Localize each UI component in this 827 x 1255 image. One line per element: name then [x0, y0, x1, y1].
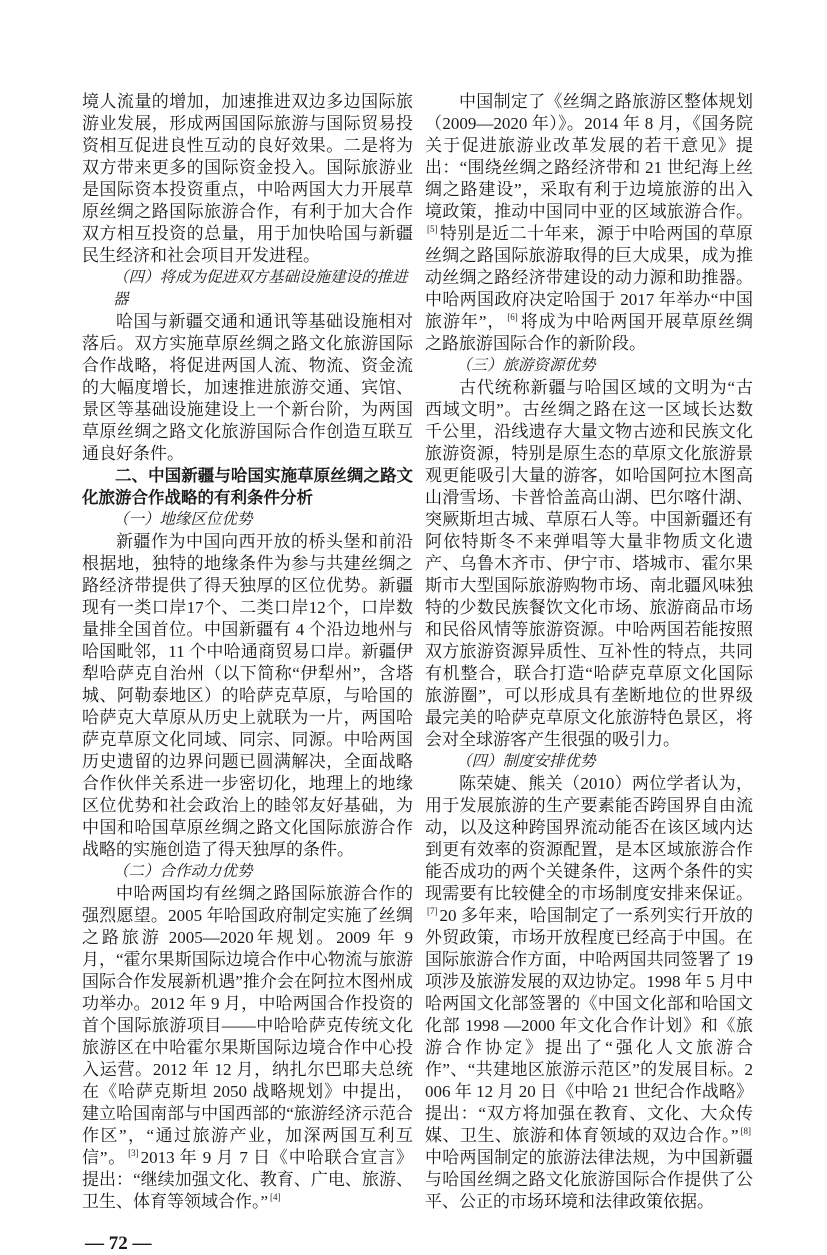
text-line: 国际边境合作中心投入运营。2012 年 12 月，纳扎尔巴 — [82, 1038, 414, 1079]
subsection-heading — [82, 861, 413, 883]
text-line: 纪海上丝绸之路建设”，采取有利于边境旅游的出入境政 — [425, 158, 754, 221]
paragraph — [82, 91, 413, 267]
left-column — [82, 91, 413, 1255]
text-segment: 20 多年来， — [439, 906, 530, 925]
paragraph — [425, 773, 753, 1213]
text-line: 古丝绸之路在这一区域长达数千公里，沿线遗存大量文 — [425, 400, 754, 441]
text-line: 中哈两国均有丝绸之路国际旅游合作的强烈愿望。 — [82, 884, 413, 925]
text-line: 耶夫总统在《哈萨克斯坦 2050 战略规划》中提出，建立 — [82, 1060, 414, 1123]
text-line: 新疆作为中国向西开放的桥头堡和前沿根据地，独 — [82, 532, 413, 573]
text-line: 功举办。2012 年 9 月，中哈两国合作投资的首个国际旅 — [82, 994, 413, 1035]
text-line: 成两国国际旅游与国际贸易投资相互促进良性互动的良 — [82, 114, 414, 155]
text-line: 发展的若干意见》提出：“围绕丝绸之路经济带和 21 世 — [425, 136, 754, 177]
footnote-ref: [4] — [270, 1192, 281, 1203]
text-line: 物古迹和民族文化旅游资源，特别是原生态的草原文化 — [425, 422, 754, 463]
text-line: 中国制定了《丝绸之路旅游区整体规划（2009— — [425, 92, 753, 133]
text-line: 人流、物流、资金流的大幅度增长，加速推进旅游交通、宾 — [82, 356, 414, 397]
text-line: 2006 年 12 月 20 日《中哈 21 世纪合作战略》提出：“双 — [425, 1060, 753, 1123]
text-line: 哈联合宣言》提出：“继续加强文化、教育、广电、旅游、卫 — [82, 1148, 414, 1211]
text-line: 正的市场环境和法律政策依据。 — [476, 1192, 714, 1211]
subsection-heading — [425, 355, 753, 377]
text-line: 古代统称新疆与哈国区域的文明为“古西域文明”。 — [425, 378, 753, 419]
section-title — [82, 465, 413, 509]
text-line: 旅游景观更能吸引大量的游客，如哈国阿拉木图高山滑 — [425, 444, 754, 507]
text-line: 型国际旅游购物市场、南北疆风味独特的少数民族餐饮 — [425, 576, 754, 617]
text-line — [99, 1192, 283, 1211]
text-line: 战略的实施创造了得天独厚的条件。 — [82, 840, 354, 859]
text-line: 境人流量的增加，加速推进双边多边国际旅游业发展，形 — [82, 92, 413, 133]
text-line: 化人文旅游合作”、“共建地区旅游示范区”的发展目标。 — [425, 1038, 754, 1079]
text-line: 已经高于中国。在国际旅游合作方面，中哈两国共同签 — [425, 928, 754, 969]
text-segment: 旅游产业，加深两国互利互信”。 — [82, 1126, 414, 1167]
text-line: 流与旅游国际合作发展新机遇”推介会在阿拉木图州成 — [82, 950, 414, 991]
text-line: 厚的区位优势。新疆现有一类口岸17个、二类口岸12个， — [82, 576, 414, 617]
text-line: 有机整合，联合打造“哈萨克草原文化国际旅游圈”，可 — [425, 664, 753, 705]
text-segment: 中哈两国制定的旅游法律法规，为中国 — [425, 1148, 719, 1167]
text-line: 游的生产要素能否跨国界自由流动，以及这种跨国界流 — [425, 796, 754, 837]
text-line: 二、中国新疆与哈国实施草原丝绸之路文化旅游合 — [82, 466, 413, 507]
text-line: （三）旅游资源优势 — [456, 357, 596, 374]
text-line: 实施草原丝绸之路文化旅游国际合作战略，将促进两国 — [82, 334, 414, 375]
text-line: 旅游业是国际资本投资重点，中哈两国大力开展草原丝 — [82, 158, 414, 221]
text-line: 口岸数量排全国首位。中国新疆有 4 个沿边地州与哈国 — [82, 598, 414, 661]
text-segment: 生、体育等领域合作。” — [99, 1192, 269, 1211]
text-line: 新疆与哈国丝绸之路文化旅游国际合作提供了公平、公 — [425, 1148, 754, 1211]
text-line: 州（以下简称“伊犁州”，含塔城、阿勒泰地区）的哈萨 — [82, 664, 414, 705]
text-line: （一）地缘区位优势 — [113, 511, 253, 528]
text-line: 两国若能按照双方旅游资源异质性、互补性的特点，共同 — [425, 620, 754, 661]
text-line: 2000 年文化合作计划》和《旅游合作协定》提出了“强 — [425, 1016, 754, 1057]
text-line: 器。中哈两国政府决定哈国于 2017 年举办“中国旅游 — [425, 268, 754, 331]
text-line: 旅游特色景区，将会对全球游客产生很强的吸引力。 — [425, 708, 754, 749]
paragraph — [425, 377, 753, 751]
text-line: 好效果。二是将为双方带来更多的国际资金投入。国际 — [82, 136, 414, 177]
text-line: （二）合作动力优势 — [113, 863, 253, 880]
page-number: — 72 — — [85, 1233, 152, 1254]
text-line: 年来，源于中哈两国的草原丝绸之路国际旅游取得的巨 — [425, 224, 754, 265]
text-line: 质文化遗产、乌鲁木齐市、伊宁市、塔城市、霍尔果斯市大 — [425, 532, 754, 595]
text-segment: 年”， — [460, 312, 506, 331]
footnote-ref: [6] — [507, 312, 518, 323]
text-line: 两国文化部签署的《中国文化部和哈国文化部 1998 — — [425, 994, 754, 1035]
text-line: 署了 19 项涉及旅游发展的双边协定。1998 年 5 月中哈 — [425, 950, 754, 1013]
footnote-ref: [5] — [427, 224, 438, 235]
text-line: 总量，用于加快哈国与新疆民生经济和社会项目开发进 — [82, 224, 414, 265]
text-line: 文化市场、旅游商品市场和民俗风情等旅游资源。中哈 — [425, 598, 754, 639]
text-line: 陈荣婕、熊关（2010）两位学者认为，用于发展旅 — [425, 774, 753, 815]
text-line: 大成果，成为推动丝绸之路经济带建设的动力源和助推 — [425, 246, 754, 287]
text-line: 以形成具有垄断地位的世界级最完美的哈萨克草原文化 — [425, 686, 754, 727]
paragraph — [425, 91, 753, 355]
paragraph — [82, 531, 413, 861]
text-line: （四）将成为促进双方基础设施建设的推进器 — [113, 269, 408, 308]
text-line: 哈国与新疆交通和通讯等基础设施相对落后。双方 — [82, 312, 413, 353]
right-column — [425, 91, 753, 1213]
text-line: 作战略的有利条件分析 — [148, 488, 313, 507]
text-line: 密切化，地理上的地缘区位优势和社会政治上的睦邻友 — [82, 774, 413, 815]
text-line: 方将加强在教育、文化、大众传媒、卫生、旅游和体育领域 — [425, 1104, 754, 1145]
text-line: 毗邻，11 个中哈通商贸易口岸。新疆伊犁哈萨克自治 — [82, 642, 414, 683]
text-line: （四）制度安排优势 — [456, 753, 596, 770]
text-line: 绸之路国际旅游合作，有利于加大合作双方相互投资的 — [82, 202, 414, 243]
text-segment: 策，推动中国同中亚的区域旅游合作。 — [459, 202, 754, 221]
footnote-ref: [7] — [427, 906, 438, 917]
text-line: 国哈萨克草原文化同域、同宗、同源。中哈两国历史遗留 — [82, 708, 414, 771]
text-line: 馆、景区等基础设施建设上一个新台阶，为两国草原丝绸 — [82, 378, 414, 441]
subsection-heading — [82, 267, 413, 311]
text-line: 旅游合作能否成功的两个关键条件，这两个条件的实现 — [425, 840, 754, 903]
text-line: 2020 年）》。2014 年 8 月，《国务院关于促进旅游业改革 — [425, 114, 754, 155]
text-segment: 需要有比较健全的市场制度安排来保证。 — [442, 884, 754, 903]
text-line: 特的地缘条件为参与共建丝绸之路经济带提供了得天独 — [82, 554, 414, 595]
text-segment: 特别是近二十 — [439, 224, 545, 243]
text-line: 游项目——中哈哈萨克传统文化旅游区在中哈霍尔果斯 — [82, 1016, 414, 1057]
text-line: 哈国南部与中国西部的“旅游经济示范合作区”，“通过 — [82, 1104, 414, 1145]
text-line: 石人等。中国新疆还有阿依特斯冬不来弹唱等大量非物 — [425, 510, 753, 551]
footnote-ref: [8] — [740, 1126, 752, 1137]
subsection-heading — [82, 509, 413, 531]
text-line: 作的新阶段。 — [544, 334, 646, 353]
text-line: 程。 — [286, 246, 320, 265]
subsection-heading — [425, 751, 753, 773]
text-segment: 的双边合作。” — [634, 1126, 739, 1145]
paragraph — [82, 883, 413, 1213]
text-line: 哈国制定了一系列实行开放的外贸政策，市场开放程度 — [425, 906, 754, 947]
text-line: 动能否在该区域内达到更有效率的资源配置，是本区域 — [425, 818, 754, 859]
paragraph — [82, 311, 413, 465]
text-line: 雪场、卡普恰盖高山湖、巴尔喀什湖、突厥斯坦古城、草原 — [425, 488, 754, 529]
text-line: 克草原，与哈国的哈萨克大草原从历史上就联为一片，两 — [82, 686, 414, 727]
text-line: 年规划。2009 年 9 月，“霍尔果斯国际边境合作中心物 — [82, 928, 414, 969]
footnote-ref: [3] — [128, 1148, 139, 1159]
text-line: 的边界问题已圆满解决，全面战略合作伙伴关系进一步 — [82, 752, 414, 793]
text-segment: 将成为中哈两国开展草原丝绸之路旅游国际合 — [425, 312, 754, 353]
text-segment: 2013 年 9 月 7 日《中 — [140, 1148, 307, 1167]
text-line: 之路文化旅游国际合作创造互联互通良好条件。 — [82, 422, 414, 463]
text-line: 2005 年哈国政府制定实施了丝绸之路旅游 2005—2020 — [82, 906, 414, 947]
text-line: 好基础，为中国和哈国草原丝绸之路文化国际旅游合作 — [82, 796, 414, 837]
